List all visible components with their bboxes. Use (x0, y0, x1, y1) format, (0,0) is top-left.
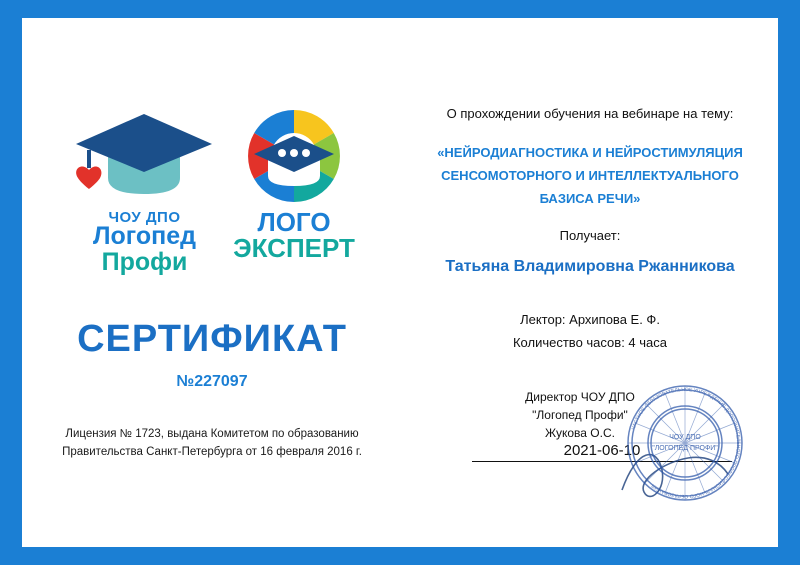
stamp-inner-line-1: ЧОУ ДПО (669, 434, 701, 441)
signatory-line-1: Директор ЧОУ ДПО (525, 390, 635, 404)
theme-line-3: БАЗИСА РЕЧИ» (539, 190, 641, 206)
recipient-name: Татьяна Владимировна Ржанникова (445, 258, 735, 275)
certificate-sheet (22, 18, 778, 547)
stamp-inner-line-2: "ЛОГОПЕД ПРОФИ" (652, 445, 718, 452)
logo-line-logo: ЛОГО (257, 207, 331, 237)
logos-row (72, 106, 362, 276)
certificate-left-column (22, 18, 402, 547)
stamp-outer-text: ЧАСТНОЕ ОБРАЗОВАТЕЛЬНОЕ УЧРЕЖДЕНИЕ ДОПОЛНИТЕЛЬНОГО ПРОФЕССИОНАЛЬНОГО ОБРАЗОВАНИЯ (630, 386, 742, 500)
theme-line-2: СЕНСОМОТОРНОГО И ИНТЕЛЛЕКТУАЛЬНОГО (441, 167, 739, 183)
circle-cap-icon (224, 106, 364, 204)
certificate-number: №227097 (176, 373, 248, 390)
signatory-line-3: Жукова О.С. (545, 426, 615, 440)
official-round-stamp (620, 378, 750, 508)
logo-line-profi: Профи (101, 247, 188, 276)
hours-label: Количество часов: 4 часа (512, 335, 667, 350)
signatory-line-2: "Логопед Профи" (532, 408, 628, 422)
graduation-cap-icon (72, 106, 217, 204)
logo-line-chou-dpo: ЧОУ ДПО (108, 209, 181, 226)
theme-line-1: «НЕЙРОДИАГНОСТИКА И НЕЙРОСТИМУЛЯЦИЯ (437, 145, 743, 160)
certificate-title: СЕРТИФИКАТ (77, 318, 347, 360)
webinar-theme (402, 142, 778, 210)
license-line-2: Правительства Санкт-Петербурга от 16 февраля 2016 г. (62, 445, 362, 458)
license-line-1: Лицензия № 1723, выдана Комитетом по образованию (65, 428, 359, 440)
license-text (50, 426, 374, 462)
receives-label: Получает: (559, 228, 621, 243)
logoped-profi-logo (72, 106, 217, 276)
logo-line-logoped: Логопед (92, 222, 197, 250)
issue-date: 2021-06-10 (563, 442, 641, 459)
lector-label: Лектор: Архипова Е. Ф. (520, 312, 660, 327)
logo-line-expert: ЭКСПЕРТ (233, 233, 355, 263)
about-label: О прохождении обучения на вебинаре на тему: (446, 106, 734, 121)
certificate-right-column (402, 18, 778, 547)
logo-expert-logo (224, 106, 364, 266)
